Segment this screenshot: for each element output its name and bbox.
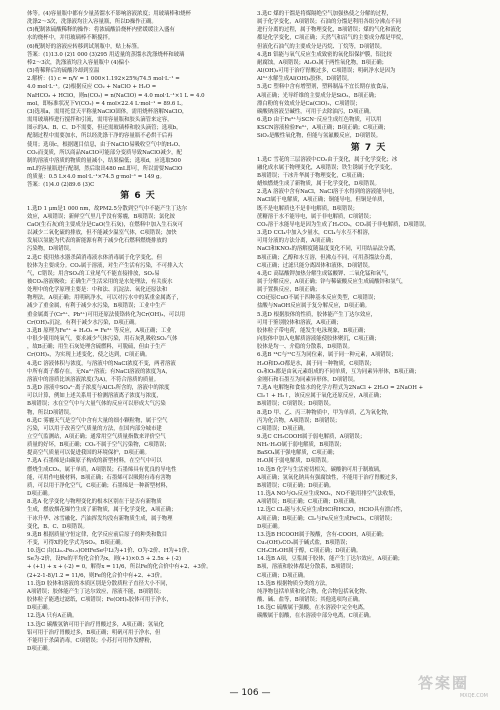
text-line: 4.选C 溶液体积与浓度，与溶液中的NaCl浓度不变，两者溶液 (27, 360, 176, 367)
text-line: 属于化学变化，A项错误；石油的分馏是利用各组分沸点不同 (257, 19, 402, 26)
text-line: 胶体为主要成分。CO₂属于溶液，对生产生活有污染，不可排入大 (27, 262, 184, 269)
text-line: A项正确；B项正确；Cl₂与Fe反应生成FeCl₃，C项错误； (257, 515, 396, 522)
page-number: — 106 — (229, 688, 271, 698)
text-line: 立空气监测站，A项正确；通常用空气质量指数来评价空气 (27, 433, 166, 440)
text-line: 可用分液的方法分离，A项正确； (257, 238, 337, 245)
text-line: 9.选B 根据质量守恒定律，化学反应前后原子的种类和数目 (27, 531, 168, 538)
text-line: 洗涤2～3次，洗涤液均注入容量瓶，所以D操作正确。 (27, 19, 157, 26)
text-line: KSCN溶液检验Fe³⁺，A项正确；B项正确；C项正确； (257, 125, 389, 132)
text-line: 可用于鉴别胶体和溶液，A项正确； (257, 319, 342, 326)
text-line: 属于置换反应，B项正确； (257, 287, 321, 294)
text-line: 制的溶液中溶质的物质的量减小，结果偏低；选项d，应选取500 (27, 157, 181, 164)
right-column (257, 10, 480, 621)
text-line: 污染物，D项错误。 (27, 246, 75, 253)
text-line: Se为-2价，设Fe的平均化合价为x，则(+1)×0.5 + 2.5x + (-2) (27, 556, 182, 563)
text-line: 9.选C CH₃COOH属于弱电解质，A项错误； (257, 433, 366, 440)
text-line: 使用；选项c，根据题目信息，由于NaClO易吸收空气中的H₂O、 (27, 141, 184, 148)
text-line: 12.选A 只有A正确。 (27, 613, 78, 620)
text-line: (5)将稀释后的硫酸冷却到室温 (27, 68, 100, 75)
text-line: D项正确。 (257, 523, 283, 530)
text-line: 1.选D 1 μm是1 000 nm，故PM2.5分散到空气中不能产生丁达尔 (27, 205, 188, 212)
text-line: 8.选A 化学变化与物理变化的根本区别在于是否有新物质 (27, 499, 162, 506)
text-line: B项错误；C项错误；D项错误。 (257, 401, 335, 408)
text-line: 2.选C 使用热水器杀菌消毒液水体消毒属于化学变化，但 (27, 254, 162, 261)
text-line: 16.选C 硫酸属于强酸，在水溶液中完全电离， (257, 605, 369, 612)
text-line: mL的容量瓶进行配制，然后取出480 mL即可，所以需要NaClO (27, 165, 183, 172)
text-line: 物理法。A项正确；用明矾净水，可以对污水中的某重金属离子， (27, 295, 182, 302)
text-line: D项正确。 (27, 646, 53, 653)
text-line: 减少了重金属，有利于减少水污染，B项错误；工业中生产 (27, 303, 166, 310)
text-line: H₂O和D₂O都是水，属于同一种物质，C项错误； (257, 360, 375, 367)
text-line: 中所有离子都存在，无Na²⁺溶液；有NaCl溶液的浓度为A， (27, 368, 171, 375)
text-line: 体等。(4)容量瓶中都有少量蒸馏水不影响溶液浓度；用玻璃棒和烧杯 (27, 11, 191, 17)
text-line: 不能用于杀菌消毒，C项错误；小苏打可用作发酵粉， (27, 637, 156, 644)
left-column (27, 10, 249, 653)
text-line: 11.选A NO与O₂反应生成NO₂，NO不能用排空气法收集， (257, 491, 399, 498)
text-line: A项错误；B项正确；C项正确；D项正确。 (257, 499, 360, 506)
text-line: 发展以氢能为代表的新能源有利于减少化石燃料燃烧排放的 (27, 238, 168, 245)
text-line: 10.选B 化学与生活密切相关，碳酸钠可用于制玻璃， (257, 466, 385, 473)
text-line: CaO(生石灰)的主要成分是CaO(生石灰)，在燃料中加入生石灰可 (27, 221, 183, 228)
text-line: 以减少二氧化硫的排放，但不能减少温室气体，C项错误；加快 (27, 230, 177, 237)
text-line: 变化，B、C、D项错误。 (27, 523, 88, 530)
text-line: CO₂而变质，所以商品NaClO可能部分变质导致NaClO减少，配 (27, 149, 182, 156)
text-line: 7.选A 电解饱和食盐水的化学方程式为2NaCl + 2H₂O = 2NaOH + (257, 385, 424, 392)
text-line: 5.选C 塑料中含有增塑剂，塑料制品不宜长期存放食品， (257, 84, 392, 91)
text-line: 不变，可得X的化学式为SO₂，B项正确。 (27, 540, 126, 546)
text-line: 胶体是均一、介稳的分散系，D项错误。 (257, 344, 353, 351)
text-line: O₂和O₃都是由氧元素组成的不同单质，互为同素异形体，B项正确； (257, 368, 420, 375)
text-line: 生成，燃放烟花爆竹生成了新物质，属于化学变化，A项正确； (27, 507, 177, 514)
text-line: 1.选C 雪花的三层溶液中CO₂由于变化，属于化学变化；冰 (257, 156, 398, 163)
text-line: 12.选C Cl₂能与水反应生成HCl和HClO，HClO具有漂白性， (257, 507, 407, 514)
text-line: D项正确。 (27, 491, 53, 498)
text-line: D项正确。 (27, 605, 53, 612)
text-line: (6)配制好的溶液应转移到试剂瓶中，贴上标签。 (27, 43, 143, 50)
text-line: SiO₂是酸性氧化物，但能与氢氟酸反应，D项错误。 (257, 133, 382, 140)
text-line: 纯净物包括单质和化合物，化合物包括氧化物、 (257, 588, 371, 595)
text-line: 蔗糖溶于水不能导电，属于非电解质，C项错误； (257, 213, 375, 220)
text-line: 2.解析：(1) c = n/V = 1 000×1.192×25%/74.5 mol·L⁻¹ = (27, 76, 180, 83)
text-line: 向胶体中加入电解质溶液能使胶体聚沉，C项正确； (257, 336, 380, 343)
text-line: ，故B正确；用生石灰处理含硫燃料，可脱硫，但由于生产 (27, 344, 166, 351)
text-line: H₂O属于弱电解质，D项错误。 (257, 458, 332, 465)
text-line: 胶体粒子能透过滤纸，C项错误；Fe(OH)₃胶体可用于净水， (27, 597, 172, 604)
text-line: Cr(OH)₃沉淀，有利于减少水污染，D项正确。 (27, 319, 140, 326)
text-line: 4.0 mol·L⁻¹。(2)根据反应 CO₂ + NaClO + H₂O = (27, 84, 157, 91)
text-line: A项正确；光导纤维的主要成分是SiO₂，B项正确； (257, 92, 380, 99)
watermark-logo (418, 672, 488, 700)
text-line: 15.选B 根据物质分类的方法， (257, 580, 331, 587)
text-line: B项错误；C项正确；D项正确。 (257, 482, 335, 489)
text-line: C项正确；D项正确。 (257, 572, 309, 579)
text-line: 10.选C 由(Li₀.₅Fe₂.₅)OHFeSe中Li为+1价、O为-2价、H为+1价、 (27, 548, 193, 555)
text-line: 3.选D CCl₄中加入少量水，CCl₄与水互不相溶， (257, 230, 374, 237)
text-line: 需用玻璃棒进行搅拌和引流，需用容量瓶和胶头滴管来定容， (27, 117, 173, 124)
text-line: 3.选B 原理为Fe²⁺ + H₂O₂ = Fe³⁺ 等反应，A项正确；工业 (27, 327, 172, 334)
text-line: 进行分离的过程，属于物理变化，B项错误；煤的气化和液化 (257, 27, 402, 34)
text-line: 答案：(1)13.0 (2)1 000 (3)295 用适量的蒸馏水洗涤烧杯和玻璃 (27, 51, 185, 58)
text-line: CH₃CH₂OH属于醇，C项正确；D项正确。 (257, 548, 362, 555)
section-title: 第 7 天 (350, 142, 387, 153)
text-line: 图示的A、B、C、D不需要，但还需玻璃棒和胶头滴管；选项b， (27, 125, 182, 132)
text-line: 5.选D 溶液中SO₄²⁻离子浓度与AlCl₃所含的，溶液中的浓度 (27, 385, 170, 392)
text-line: 配制过程中需要加水，所以经洗涤干净的容量瓶不必烘干后再 (27, 133, 173, 140)
text-line: BaSO₄属于强电解质，C项正确； (257, 450, 338, 457)
text-line: 水的烧杯中，并用玻璃棒不断搅拌。 (27, 35, 114, 42)
text-line: 既不是电解质也不是非电解质，B项错误； (257, 205, 358, 212)
text-line: 铝可用于治疗胃酸过多，B项正确；明矾可用于净水，但 (27, 629, 161, 636)
text-line: 6.选B ¹⁴C与¹²C互为同位素，属于同一种元素，A项错误； (257, 352, 397, 359)
text-line: A项正确；氢氧化钠具有强腐蚀性，不能用于治疗胃酸过多， (257, 474, 402, 481)
text-line: Al³⁺水解生成Al(OH)₃胶体，D项错误。 (257, 76, 353, 83)
text-line: 棒2～3次，洗涤液均注入容量瓶中 (4)偏小 (27, 59, 130, 66)
text-line: 11.选D 胶体和溶液的本质区别是分散质粒子直径大小不同， (27, 580, 171, 587)
text-line: 燃烧生成CO₂，属于单质，A项错误；石墨烯具有优良的导电性 (27, 466, 177, 473)
text-line: Cl₂↑ + H₂↑，该反应属于氧化还原反应，A项正确； (257, 393, 385, 400)
text-line: A项错误；胶体能产生丁达尔效应，溶液不能，B项错误； (27, 588, 165, 595)
text-line: B项错误；水在空气中与大量气体的反应可以形成大气污染 (27, 401, 166, 408)
watermark-text: 答案圈 (418, 674, 470, 692)
text-line: 效应，A项错误；新鲜空气里几乎没有雾霾，B项错误；氯化铵 (27, 213, 176, 220)
text-line: 13.选C 碳酸氢钠可用于治疗胃酸过多，A项正确；氢氧化 (27, 621, 164, 628)
text-line: mol，即标准状况下V(CO₂) = 4 mol×22.4 L·mol⁻¹ = 89.6 L。 (27, 100, 187, 107)
text-line: 碳酸属于弱酸，在水溶液中部分电离，C项正确。 (257, 613, 375, 620)
text-line: NaCl属于电解质，A项正确；铜能导电，但铜是单质， (257, 197, 388, 204)
text-line: 3.选C 煤的干馏是将煤隔绝空气加强热使之分解的过程， (257, 11, 392, 17)
text-line: 8.选D 甲、乙、丙三种物质中，甲为单质，乙为氧化物， (257, 409, 393, 416)
text-line: Al(OH)₃可用于治疗胃酸过多，C项错误；明矾净水是因为 (257, 68, 396, 75)
text-line: 碳酸钠溶液呈碱性，可用于去除油污，D项正确。 (257, 108, 375, 115)
text-line: 被CO₂溶液吸收；正确生产生活采用的是水处理法，有关废水 (27, 279, 173, 285)
text-line: 蜡烛燃烧生成了新物质，属于化学变化，D项错误。 (257, 181, 380, 188)
text-line: 中很少使用纯氧气，要求减少气体污染，用石灰乳吸收SO₂气体 (27, 336, 178, 343)
text-line: 属于分解反应，A项正确；锌与稀硫酸反应生成硫酸锌和氢气， (257, 279, 407, 285)
text-line: + (+1) + x + (-2) = 0，解得x = 11/6，所以Fe的化合价中有+2、+3价。 (27, 564, 212, 571)
text-line: CO还原CuO不属于四种基本反应类型，C项错误； (257, 295, 379, 302)
text-line: 质量的好坏，B项正确；CO₂不属于空气污染物，C项错误； (27, 442, 170, 449)
text-line: C项正确；过滤只能分离固体和液体，D项错误。 (257, 262, 374, 269)
text-line: 4.选B 铝能与氧气反应生成致密的氧化铝保护膜，铝比较 (257, 51, 392, 58)
text-line: (5)配制浓硫酸稀释的操作：将浓硫酸沿烧杯内壁缓缓注入盛有 (27, 27, 175, 34)
text-line: 5.选D 根据胶体的性质，胶体能产生丁达尔效应， (257, 311, 376, 318)
text-line: (2+2-1-8)/1.2 = 11/6，则Fe的化合价中有+2、+3价。 (27, 572, 166, 579)
text-line: C项错误；D项正确。 (257, 425, 309, 432)
text-line: 融化成水属于物理变化，A项错误；铁生锈属于化学变化， (257, 164, 396, 171)
text-line: 溶液中的溶质比该溶液浓度(为A)，不符合溶质的质量。 (27, 376, 160, 383)
text-line: NaCl和KNO₃的溶解度随温度变化不同，可用结晶法分离， (257, 246, 400, 253)
text-line: NH₃·H₂O属于弱电解质，B项错误； (257, 442, 345, 449)
text-line: 处理中的化学原理主要是：中和法、沉淀法、氧化还原法和 (27, 287, 168, 294)
text-line: 质，可以用于净化空气，C项正确；石墨烯是一种新型材料， (27, 482, 172, 489)
text-line: 7.选A 石墨烯是由碳原子构成的新型材料，在空气中可以 (27, 458, 162, 465)
text-line: 胶体粒子带电荷，能发生电泳现象，B项正确； (257, 327, 369, 334)
text-line: 物，所以D项错误。 (27, 409, 75, 416)
text-line: B项正确；乙醇和水互溶，但沸点不同，可用蒸馏法分离， (257, 254, 396, 261)
text-line: CO₂溶于水能导电是因为生成了H₂CO₃，CO₂属于非电解质，D项错误。 (257, 221, 430, 228)
watermark-subtext: MXQE.COM (459, 693, 488, 699)
text-line: 酸、碱、盐等，B项错误；其他选项均正确。 (257, 597, 364, 604)
text-line: 可以计算，例如上述关系用于检测溶液离子浓度与浓度， (27, 393, 162, 400)
text-line: 气，C错误；用含SO₂的工业尾气不能直接排放，SO₂易 (27, 270, 160, 277)
text-line: NaHCO₃ + HClO，则n(CO₂) = n(NaClO) = 4.0 mol·L⁻¹×1 L = 4.0 (27, 92, 205, 99)
text-line: 6.选D 由于Fe³⁺与SCN⁻反应生成红色物质，可以用 (257, 117, 382, 124)
text-line: 干冰升华、冰雪融化、汽油挥发均没有新物质生成，属于物理 (27, 515, 173, 522)
text-line: 提高空气质量可以促进我国的环境保护，D项正确。 (27, 450, 150, 457)
text-line: 都是化学变化，C项正确；天然气和沼气的主要成分都是甲烷， (257, 35, 407, 42)
text-line: 答案：(1)4.0 (2)89.6 (3)C (27, 182, 95, 189)
text-line: 能，可用作电极材料，B项正确；石墨烯可以吸附有毒有害物 (27, 474, 172, 481)
text-line: 的质量：0.5 L×4.0 mol·L⁻¹×74.5 g·mol⁻¹ = 149 g。 (27, 174, 165, 181)
text-line: 14.选B A项，豆浆属于胶体，能产生丁达尔效应，A项正确； (257, 556, 404, 563)
text-line: 2.选A 溶液中含有NaCl，NaCl溶于水得到的溶液能导电， (257, 189, 398, 196)
section-title: 第 6 天 (120, 191, 156, 202)
text-line: 金刚石和石墨互为同素异形体，D项错误。 (257, 376, 359, 383)
text-line: 6.选C 雾霾天气是空气中含有大量的细小颗粒物，属于空气 (27, 417, 168, 424)
text-line: 丙为化合物，A项错误；B项错误； (257, 417, 341, 424)
text-line: 重金属离子(Cr³⁺、Pb²⁺)可用还原法使铬转化为Cr(OH)₃，可以用 (27, 311, 185, 318)
text-line: Cu₂(OH)₂CO₃属于碱式盐，B项错误； (257, 540, 351, 546)
text-line: 污染，可以用于改善空气质量的方法，在国内部分城市建 (27, 425, 162, 432)
text-line: 盐酸与NaOH反应属于复分解反应，D项正确。 (257, 303, 371, 310)
text-line: 耐腐蚀，A项错误；Al₂O₃属于两性氧化物，B项正确； (257, 59, 388, 66)
text-line: B项错误；干冰升华属于物理变化，C项正确； (257, 172, 368, 179)
text-line: 4.选C 高锰酸钾加热分解生成锰酸钾、二氧化锰和氧气， (257, 270, 392, 277)
text-line: Cr(OH)₃，为实现上述变化，使之达到，C项正确。 (27, 352, 151, 359)
text-line: (3)选项a，需用托盘天平称量NaClO固体，需用烧杯溶解NaClO， (27, 108, 188, 115)
text-line: 但液化石油气的主要成分是丙烷、丁烷等，D项错误。 (257, 43, 386, 50)
text-line: 13.选B HCOOH属于羧酸，含有-COOH，A项正确； (257, 531, 388, 538)
text-line: B项，溶液和胶体都是分散系，B项错误； (257, 564, 357, 571)
text-line: 漂白粉的有效成分是Ca(ClO)₂，C项错误； (257, 100, 361, 107)
